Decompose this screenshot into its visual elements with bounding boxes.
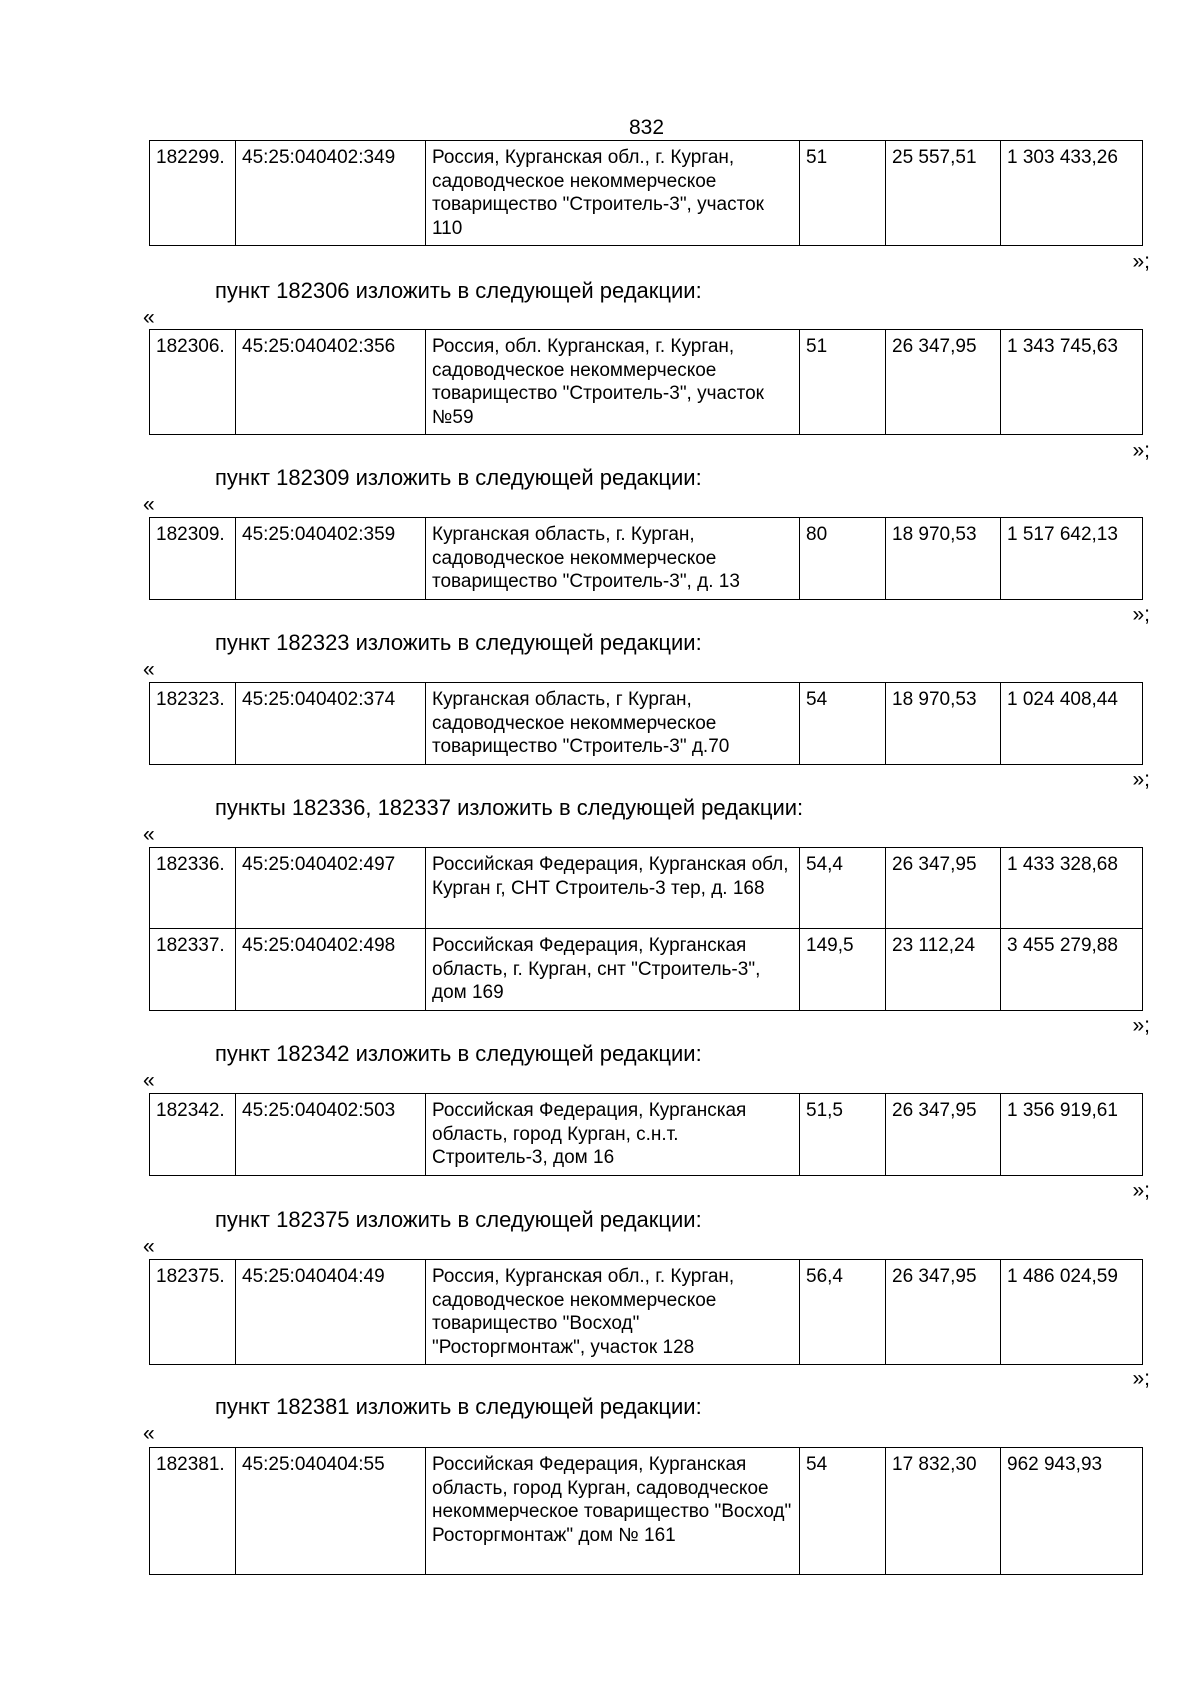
cell-address: Российская Федерация, Курганская область, город Курган, садоводческое некоммерческое товарищество "Восход" Росторгмонтаж" дом № 161	[426, 1448, 800, 1575]
cell-specific-value: 17 832,30	[886, 1448, 1001, 1575]
opening-quote-mark: «	[143, 1069, 155, 1092]
cell-cadastral-number: 45:25:040404:55	[236, 1448, 426, 1575]
cell-item-number: 182306.	[150, 330, 236, 435]
cell-cadastral-number: 45:25:040402:497	[236, 848, 426, 929]
closing-quote-mark: »;	[1132, 603, 1150, 626]
closing-quote-mark: »;	[1132, 768, 1150, 791]
section-intro-182309: пункт 182309 изложить в следующей редакции:	[215, 465, 702, 490]
cell-area: 149,5	[800, 929, 886, 1011]
cell-specific-value: 18 970,53	[886, 683, 1001, 765]
cell-address: Россия, Курганская обл., г. Курган, садоводческое некоммерческое товарищество "Строитель-3", участок 110	[426, 141, 800, 246]
cell-specific-value: 26 347,95	[886, 330, 1001, 435]
cell-cadastral-number: 45:25:040404:49	[236, 1260, 426, 1365]
cell-area: 51	[800, 141, 886, 246]
cell-area: 56,4	[800, 1260, 886, 1365]
opening-quote-mark: «	[143, 1235, 155, 1258]
table-row	[150, 929, 1143, 1011]
cell-item-number: 182342.	[150, 1094, 236, 1176]
cell-area: 51	[800, 330, 886, 435]
cell-cadastral-value: 1 024 408,44	[1001, 683, 1143, 765]
table-row	[150, 683, 1143, 765]
closing-quote-mark: »;	[1132, 439, 1150, 462]
cell-item-number: 182323.	[150, 683, 236, 765]
cell-item-number: 182336.	[150, 848, 236, 929]
section-intro-182306: пункт 182306 изложить в следующей редакции:	[215, 278, 702, 303]
cell-cadastral-value: 3 455 279,88	[1001, 929, 1143, 1011]
cell-cadastral-number: 45:25:040402:498	[236, 929, 426, 1011]
cell-specific-value: 26 347,95	[886, 1260, 1001, 1365]
section-intro-182336-182337: пункты 182336, 182337 изложить в следующей редакции:	[215, 795, 804, 820]
cell-address: Россия, обл. Курганская, г. Курган, садоводческое некоммерческое товарищество "Строитель-3", участок №59	[426, 330, 800, 435]
table-row	[150, 1260, 1143, 1365]
cell-cadastral-value: 962 943,93	[1001, 1448, 1143, 1575]
cell-cadastral-number: 45:25:040402:349	[236, 141, 426, 246]
cell-area: 51,5	[800, 1094, 886, 1176]
opening-quote-mark: «	[143, 1422, 155, 1445]
cell-specific-value: 18 970,53	[886, 518, 1001, 600]
section-intro-182323: пункт 182323 изложить в следующей редакции:	[215, 630, 702, 655]
table-182309	[149, 517, 1143, 600]
cell-cadastral-value: 1 356 919,61	[1001, 1094, 1143, 1176]
cell-area: 54	[800, 683, 886, 765]
table-182381	[149, 1447, 1143, 1575]
table-182342	[149, 1093, 1143, 1176]
table-182306	[149, 329, 1143, 435]
table-row	[150, 330, 1143, 435]
cell-cadastral-value: 1 517 642,13	[1001, 518, 1143, 600]
cell-specific-value: 25 557,51	[886, 141, 1001, 246]
cell-cadastral-value: 1 433 328,68	[1001, 848, 1143, 929]
cell-area: 54	[800, 1448, 886, 1575]
table-182323	[149, 682, 1143, 765]
opening-quote-mark: «	[143, 306, 155, 329]
table-row	[150, 518, 1143, 600]
closing-quote-mark: »;	[1132, 250, 1150, 273]
table-182375	[149, 1259, 1143, 1365]
cell-address: Россия, Курганская обл., г. Курган, садоводческое некоммерческое товарищество "Восход" "Росторгмонтаж", участок 128	[426, 1260, 800, 1365]
cell-cadastral-value: 1 303 433,26	[1001, 141, 1143, 246]
cell-item-number: 182375.	[150, 1260, 236, 1365]
cell-address: Курганская область, г Курган, садоводческое некоммерческое товарищество "Строитель-3" д.70	[426, 683, 800, 765]
cell-address: Российская Федерация, Курганская область, г. Курган, снт "Строитель-3", дом 169	[426, 929, 800, 1011]
opening-quote-mark: «	[143, 823, 155, 846]
cell-area: 80	[800, 518, 886, 600]
cell-specific-value: 26 347,95	[886, 848, 1001, 929]
cell-cadastral-number: 45:25:040402:356	[236, 330, 426, 435]
cell-cadastral-number: 45:25:040402:359	[236, 518, 426, 600]
cell-specific-value: 23 112,24	[886, 929, 1001, 1011]
cell-address: Курганская область, г. Курган, садоводческое некоммерческое товарищество "Строитель-3", д. 13	[426, 518, 800, 600]
cell-cadastral-value: 1 486 024,59	[1001, 1260, 1143, 1365]
cell-item-number: 182381.	[150, 1448, 236, 1575]
section-intro-182342: пункт 182342 изложить в следующей редакции:	[215, 1041, 702, 1066]
table-row	[150, 1448, 1143, 1575]
cell-cadastral-value: 1 343 745,63	[1001, 330, 1143, 435]
closing-quote-mark: »;	[1132, 1179, 1150, 1202]
table-row	[150, 1094, 1143, 1176]
opening-quote-mark: «	[143, 493, 155, 516]
table-row	[150, 141, 1143, 246]
cell-address: Российская Федерация, Курганская обл, Курган г, СНТ Строитель-3 тер, д. 168	[426, 848, 800, 929]
table-182299	[149, 140, 1143, 246]
table-row	[150, 848, 1143, 929]
cell-item-number: 182299.	[150, 141, 236, 246]
cell-cadastral-number: 45:25:040402:374	[236, 683, 426, 765]
cell-cadastral-number: 45:25:040402:503	[236, 1094, 426, 1176]
cell-specific-value: 26 347,95	[886, 1094, 1001, 1176]
page-number: 832	[628, 116, 665, 139]
table-182336-182337	[149, 847, 1143, 1011]
cell-item-number: 182309.	[150, 518, 236, 600]
section-intro-182381: пункт 182381 изложить в следующей редакции:	[215, 1394, 702, 1419]
cell-address: Российская Федерация, Курганская область, город Курган, с.н.т. Строитель-3, дом 16	[426, 1094, 800, 1176]
closing-quote-mark: »;	[1132, 1014, 1150, 1037]
opening-quote-mark: «	[143, 658, 155, 681]
closing-quote-mark: »;	[1132, 1367, 1150, 1390]
cell-area: 54,4	[800, 848, 886, 929]
section-intro-182375: пункт 182375 изложить в следующей редакции:	[215, 1207, 702, 1232]
cell-item-number: 182337.	[150, 929, 236, 1011]
